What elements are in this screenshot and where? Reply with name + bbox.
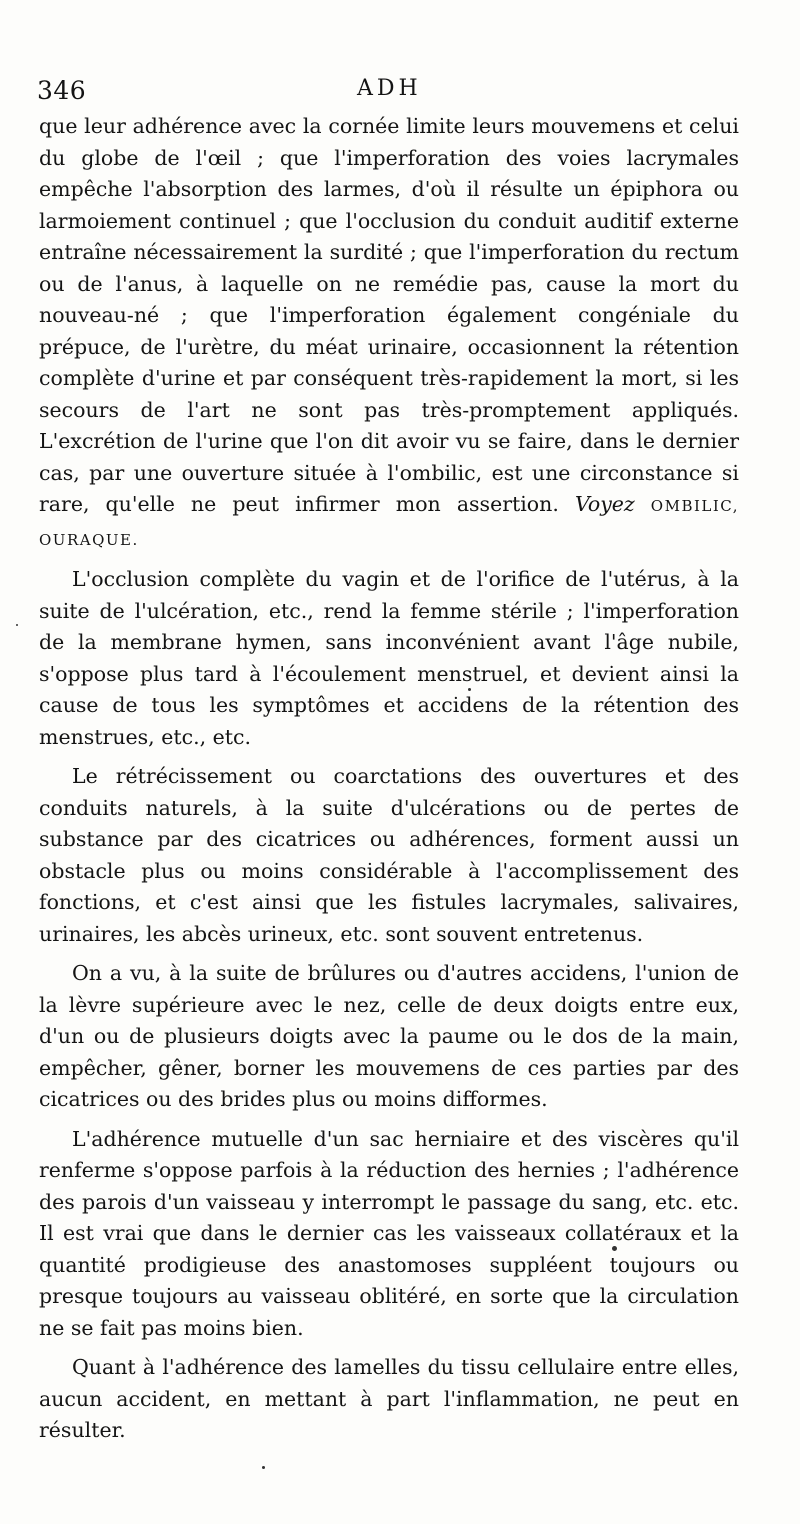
body-text: [39, 111, 739, 1455]
ink-speck: [612, 1246, 617, 1251]
paragraph-5: L'adhérence mutuelle d'un sac herniaire et des viscères qu'il renferme s'oppose parfois à la réduction des hernies ; l'adhérence des parois d'un vaisseau y interrompt le passage du sang, etc. etc. Il est vrai que dans le dernier cas les vaisseaux collatéraux et la quantité prodigieuse des anastomoses suppléent toujours ou presque toujours au vaisseau oblitéré, en sorte que la circulation ne se fait pas moins bien.: [39, 1126, 739, 1340]
ink-speck: [16, 624, 18, 626]
paragraph-3: Le rétrécissement ou coarctations des ouvertures et des conduits naturels, à la suite d'ulcérations ou de pertes de substance par des cicatrices ou adhérences, forment aussi un obstacle plus ou moins considérable à l'accomplissement des fonctions, et c'est ainsi que les fistules lacrymales, salivaires, urinaires, les abcès urineux, etc. sont souvent entretenus.: [39, 764, 739, 946]
paragraph-1: [39, 111, 739, 556]
voyez-reference: Voyez: [574, 492, 635, 516]
running-head: [37, 76, 737, 110]
paragraph-2: L'occlusion complète du vagin et de l'orifice de l'utérus, à la suite de l'ulcération, etc., rend la femme stérile ; l'imperforation de la membrane hymen, sans inconvénient avant l'âge nubile, s'oppose plus tard à l'écoulement menstruel, et devient ainsi la cause de tous les symptômes et accidens de la rétention des menstrues, etc., etc.: [39, 567, 739, 749]
page-number: 346: [37, 76, 87, 105]
ink-speck: [262, 1466, 265, 1469]
paragraph-6: Quant à l'adhérence des lamelles du tissu cellulaire entre elles, aucun accident, en mettant à part l'inflammation, ne peut en résulter.: [39, 1355, 739, 1442]
running-title: ADH: [357, 76, 422, 101]
cross-references: OMBILIC, OURAQUE.: [39, 497, 739, 549]
ink-speck: [468, 688, 471, 691]
paragraph-4: On a vu, à la suite de brûlures ou d'autres accidens, l'union de la lèvre supérieure avec le nez, celle de deux doigts entre eux, d'un ou de plusieurs doigts avec la paume ou le dos de la main, empêcher, gêner, borner les mouvemens de ces parties par des cicatrices ou des brides plus ou moins difformes.: [39, 961, 739, 1111]
paragraph-1-text: que leur adhérence avec la cornée limite leurs mouvemens et celui du globe de l'œil ; que l'imperforation des voies lacrymales empêche l'absorption des larmes, d'où il résulte un épiphora ou larmoiement continuel ; que l'occlusion du conduit auditif externe entraîne nécessairement la surdité ; que l'imperforation du rectum ou de l'anus, à laquelle on ne remédie pas, cause la mort du nouveau-né ; que l'imperforation également congéniale du prépuce, de l'urètre, du méat urinaire, occasionnent la rétention complète d'urine et par conséquent très-rapidement la mort, si les secours de l'art ne sont pas très-promptement appliqués. L'excrétion de l'urine que l'on dit avoir vu se faire, dans le dernier cas, par une ouverture située à l'ombilic, est une circonstance si rare, qu'elle ne peut infirmer mon assertion.: [39, 114, 739, 516]
